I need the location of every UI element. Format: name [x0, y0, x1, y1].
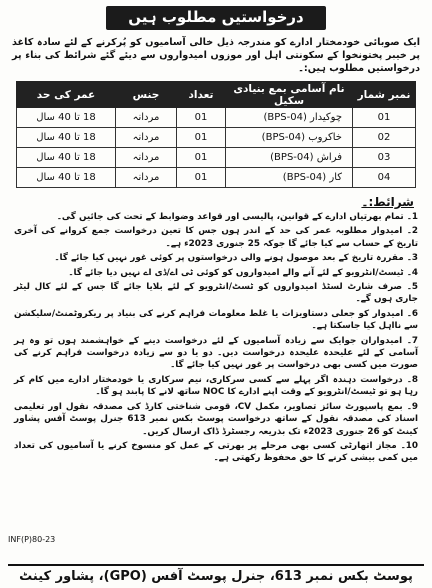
condition-item: 8۔ درخواست دہندہ اگر پہلے سے کسی سرکاری، نیم سرکاری یا خودمختار ادارے میں کام کر رہا ہو تو ٹیسٹ/انٹرویو کے وقت اپنے ادارے کا NOC ساتھ لانے کا پابند ہو گا۔ [14, 374, 418, 398]
cell-age: 18 تا 40 سال [17, 128, 116, 148]
cell-age: 18 تا 40 سال [17, 108, 116, 128]
table-row [17, 168, 416, 188]
conditions-heading: شرائط:۔ [361, 195, 414, 209]
postal-address: پوسٹ بکس نمبر 613، جنرل پوسٹ آفس (GPO)، پشاور کینٹ [8, 564, 424, 584]
table-row [17, 148, 416, 168]
table-row [17, 128, 416, 148]
cell-gender: مردانہ [116, 168, 177, 188]
condition-item: 3۔ مقررہ تاریخ کے بعد موصول ہونے والی درخواستوں پر کوئی غور نہیں کیا جائے گا۔ [54, 253, 418, 264]
cell-serial: 04 [353, 168, 416, 188]
header-age: عمر کی حد [17, 82, 116, 108]
cell-serial: 03 [353, 148, 416, 168]
condition-item: 1۔ تمام بھرتیاں ادارے کے قوانین، پالیسی اور قواعد وضوابط کے تحت کی جائیں گی۔ [56, 212, 418, 222]
reference-code: INF(P)80-23 [8, 535, 56, 544]
title-wrap [8, 6, 424, 30]
cell-serial: 01 [353, 108, 416, 128]
conditions-list [8, 211, 424, 465]
cell-post: فراش (BPS-04) [226, 148, 353, 168]
condition-item: 10۔ مجاز اتھارٹی کسی بھی مرحلے پر بھرتی کے عمل کو منسوخ کرنے یا آسامیوں کی تعداد میں کمی بیشی کرنے کا حق محفوظ رکھتی ہے۔ [14, 440, 418, 464]
cell-post: خاکروب (BPS-04) [226, 128, 353, 148]
condition-item: 9۔ بمع پاسپورٹ سائز تصاویر، مکمل CV، قومی شناختی کارڈ کی مصدقہ نقول اور تعلیمی اسناد کی مصدقہ نقول کے ساتھ درخواست پوسٹ بکس نمبر 613 جنرل پوسٹ آفس پشاور کینٹ کو 26 جنوری 2023ء تک بذریعہ رجسٹرڈ ڈاک ارسال کریں۔ [14, 401, 418, 437]
cell-post: چوکیدار (BPS-04) [226, 108, 353, 128]
table-row [17, 108, 416, 128]
cell-age: 18 تا 40 سال [17, 148, 116, 168]
cell-age: 18 تا 40 سال [17, 168, 116, 188]
cell-gender: مردانہ [116, 108, 177, 128]
condition-item: 2۔ امیدوار مطلوبہ عمر کی حد کے اندر ہوں جس کا تعین درخواست جمع کروانے کی آخری تاریخ کے حساب سے کیا جائے گا جوکہ 25 جنوری 2023ء ہے۔ [14, 226, 418, 249]
header-serial: نمبر شمار [353, 82, 416, 108]
page-title: درخواستیں مطلوب ہیں [106, 6, 326, 30]
cell-count: 01 [177, 148, 226, 168]
cell-count: 01 [177, 128, 226, 148]
condition-item: 6۔ امیدوار کو جعلی دستاویزات یا غلط معلومات فراہم کرنے کی بنیاد پر ریکروٹمنٹ/سلیکشن سے نااہل کیا جاسکتا ہے۔ [14, 308, 418, 332]
cell-gender: مردانہ [116, 128, 177, 148]
cell-count: 01 [177, 108, 226, 128]
condition-item: 5۔ صرف شارٹ لسٹڈ امیدواروں کو ٹسٹ/انٹرویو کے لئے بلایا جائے گا جس کے لئے کال لیٹر جاری ہوں گے۔ [14, 282, 418, 305]
cell-count: 01 [177, 168, 226, 188]
header-post: نام آسامی بمع بنیادی سکیل [226, 82, 353, 108]
header-count: تعداد [177, 82, 226, 108]
footer-inner [8, 535, 424, 584]
header-gender: جنس [116, 82, 177, 108]
intro-paragraph: ایک صوبائی خودمختار ادارے کو مندرجہ ذیل خالی آسامیوں کو پُرکرنے کے لئے سادہ کاغذ پر خیبر پختونخوا کے سکونتی اہل اور موزوں امیدواروں سے دیئے گئے شرائط کی بناء پر درخواستیں مطلوب ہیں:۔ [12, 37, 420, 74]
posts-table [16, 81, 416, 188]
cell-serial: 02 [353, 128, 416, 148]
footer [8, 535, 424, 584]
cell-post: کار (BPS-04) [226, 168, 353, 188]
condition-item: 7۔ امیدواران جوایک سے زیادہ آسامیوں کے لئے درخواست دینے کے خواہشمند ہوں تو وہ ہر آسامی کے لئے علیحدہ علیحدہ درخواست دیں۔ دو یا دو سے زیادہ درخواست فراہم کرنے کی صورت میں کسی بھی درخواست پر غور نہیں کیا جائے گا۔ [14, 335, 418, 371]
condition-item: 4۔ ٹیسٹ/انٹرویو کے لئے آنے والے امیدواروں کو کوئی ٹی اے/ڈی اے نہیں دیا جائے گا۔ [68, 267, 418, 278]
cell-gender: مردانہ [116, 148, 177, 168]
table-header-row [17, 82, 416, 108]
